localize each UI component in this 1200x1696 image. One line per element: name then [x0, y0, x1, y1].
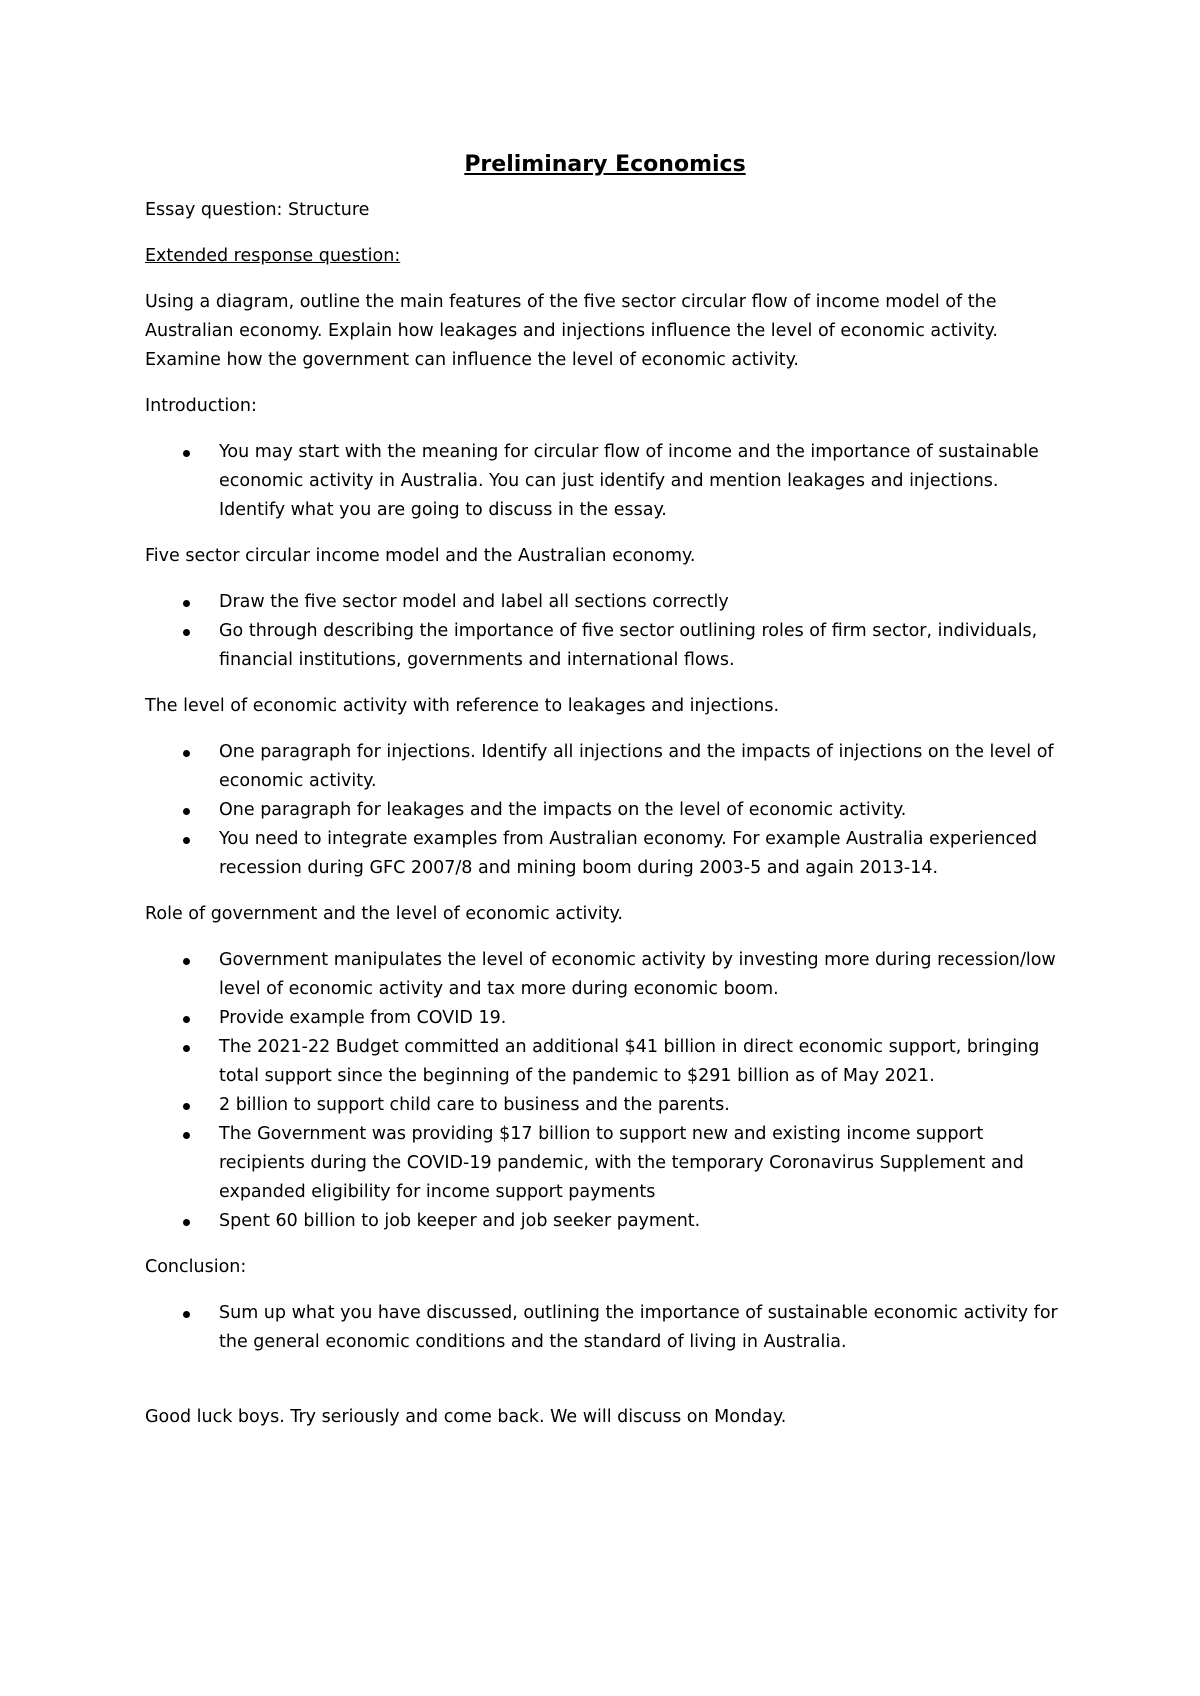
essay-subtitle: Essay question: Structure	[145, 200, 370, 220]
page-title: Preliminary Economics	[464, 152, 746, 177]
bullet-icon	[183, 1311, 190, 1318]
bullet-icon	[183, 750, 190, 757]
bullet-icon	[183, 629, 190, 636]
list-item-text: The Government was providing $17 billion to support new and existing income support recipients during the COVID-19 pandemic, with the temporary Coronavirus Supplement and expanded eligibility for income support payments	[219, 1124, 1024, 1202]
list-item	[145, 825, 1065, 883]
list-item	[145, 1091, 1065, 1120]
list-item	[145, 738, 1065, 796]
list-item-text: Sum up what you have discussed, outlining the importance of sustainable economic activity for the general economic conditions and the standard of living in Australia.	[219, 1303, 1058, 1352]
list-item-text: Provide example from COVID 19.	[219, 1008, 507, 1028]
bullet-icon	[183, 1103, 190, 1110]
list-item-text: Go through describing the importance of five sector outlining roles of firm sector, individuals, financial institutions, governments and international flows.	[219, 621, 1038, 670]
list-item	[145, 1299, 1065, 1357]
bullet-list-conclusion	[145, 1299, 1065, 1357]
list-item	[145, 438, 1065, 525]
section-heading-leakages-injections: The level of economic activity with reference to leakages and injections.	[145, 696, 780, 716]
bullet-icon	[183, 1045, 190, 1052]
document-page	[145, 150, 1065, 1449]
list-item	[145, 946, 1065, 1004]
list-item-text: One paragraph for injections. Identify all injections and the impacts of injections on the level of economic activity.	[219, 742, 1054, 791]
bullet-icon	[183, 450, 190, 457]
list-item-text: Draw the five sector model and label all sections correctly	[219, 592, 729, 612]
list-item-text: 2 billion to support child care to business and the parents.	[219, 1095, 730, 1115]
section-heading-conclusion: Conclusion:	[145, 1257, 247, 1277]
section-heading-role-of-government: Role of government and the level of economic activity.	[145, 904, 623, 924]
list-item	[145, 1120, 1065, 1207]
bullet-list-introduction	[145, 438, 1065, 525]
closing-note: Good luck boys. Try seriously and come back. We will discuss on Monday.	[145, 1407, 787, 1427]
bullet-icon	[183, 1219, 190, 1226]
section-heading-five-sector-model: Five sector circular income model and the Australian economy.	[145, 546, 696, 566]
list-item-text: Government manipulates the level of economic activity by investing more during recession/low level of economic activity and tax more during economic boom.	[219, 950, 1056, 999]
extended-response-label: Extended response question:	[145, 246, 401, 266]
list-item	[145, 1207, 1065, 1236]
list-item	[145, 617, 1065, 675]
bullet-icon	[183, 808, 190, 815]
section-heading-introduction: Introduction:	[145, 396, 257, 416]
bullet-icon	[183, 958, 190, 965]
bullet-icon	[183, 837, 190, 844]
bullet-icon	[183, 1132, 190, 1139]
list-item-text: One paragraph for leakages and the impacts on the level of economic activity.	[219, 800, 907, 820]
bullet-list-leakages-injections	[145, 738, 1065, 883]
list-item-text: You may start with the meaning for circular flow of income and the importance of sustainable economic activity in Australia. You can just identify and mention leakages and injections. Identify what you are going to discuss in the essay.	[219, 442, 1039, 520]
bullet-list-role-of-government	[145, 946, 1065, 1236]
bullet-icon	[183, 600, 190, 607]
list-item-text: The 2021-22 Budget committed an additional $41 billion in direct economic support, bringing total support since the beginning of the pandemic to $291 billion as of May 2021.	[219, 1037, 1040, 1086]
bullet-icon	[183, 1016, 190, 1023]
list-item	[145, 1004, 1065, 1033]
list-item-text: Spent 60 billion to job keeper and job seeker payment.	[219, 1211, 701, 1231]
question-text: Using a diagram, outline the main features of the five sector circular flow of income model of the Australian economy. Explain how leakages and injections influence the level of economic activity. Examine how the government can influence the level of economic activity.	[145, 292, 998, 370]
list-item	[145, 1033, 1065, 1091]
bullet-list-five-sector-model	[145, 588, 1065, 675]
list-item	[145, 588, 1065, 617]
list-item-text: You need to integrate examples from Australian economy. For example Australia experienced recession during GFC 2007/8 and mining boom during 2003-5 and again 2013-14.	[219, 829, 1038, 878]
list-item	[145, 796, 1065, 825]
